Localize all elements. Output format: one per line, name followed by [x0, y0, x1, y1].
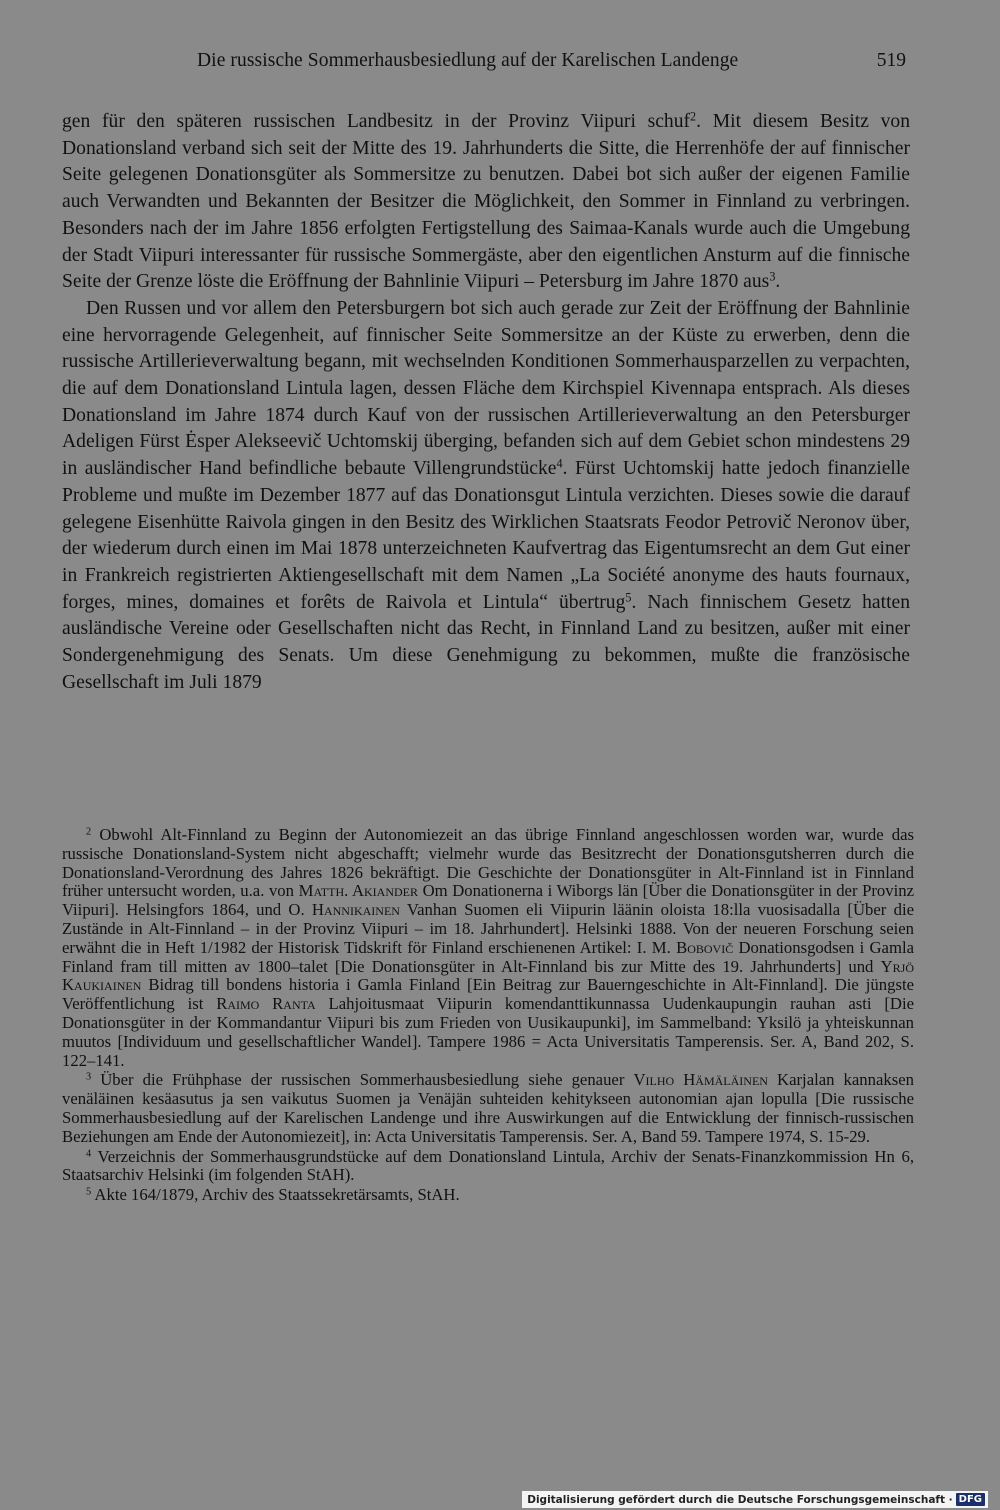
credit-text: Digitalisierung gefördert durch die Deutsche Forschungsgemeinschaft ·	[527, 1493, 953, 1506]
paragraph-1-text-cont: . Mit diesem Besitz von Donationsland verband sich seit der Mitte des 19. Jahrhunderts die Sitte, die Herrenhöfe der auf finnischer Seite gelegenen Donationsgüter als Sommersitze zu benutzen. Dabei bot sich außer der eigenen Familie auch Verwandten und Bekannten der Besitzer die Möglichkeit, den Sommer in Finnland zu verbringen. Besonders nach der im Jahre 1856 erfolgten Fertigstellung des Saimaa-Kanals wurde auch die Umgebung der Stadt Viipuri interessanter für russische Sommergäste, aber den eigentlichen Ansturm auf die finnische Seite der Grenze löste die Eröffnung der Bahnlinie Viipuri – Petersburg im Jahre 1870 aus	[62, 111, 911, 293]
footnote-marker: 5	[86, 1186, 92, 1198]
author-name: Bobovič	[676, 937, 734, 957]
digitization-credit	[522, 1491, 988, 1508]
footnote-text: Akte 164/1879, Archiv des Staatssekretärsamts, StAH.	[91, 1185, 460, 1205]
footnote-ref-2: 2	[690, 109, 697, 124]
dfg-logo: DFG	[956, 1493, 985, 1506]
running-header	[62, 50, 908, 80]
footnote-text: Obwohl Alt-Finnland zu Beginn der Autonomiezeit an das übrige Finnland angeschlossen worden war, wurde das russische Donationsland-System nicht abgeschafft; vielmehr wurde das Besitzrecht der Donationsgutsherren durch die Donationsland-Verordnung des Jahres 1826 bekräftigt. Die Geschichte der Donationsgüter in Alt-Finnland ist in Finnland früher untersucht worden, u.a. von	[62, 825, 914, 901]
author-name: Raimo Ranta	[216, 994, 316, 1014]
author-name: Matth. Akiander	[298, 881, 418, 901]
footnote-text: Lahjoitusmaat Viipurin komendanttikunnassa Uudenkaupungin rauhan asti [Die Donationsgüter in der Kommandantur Viipuri bis zum Frieden von Uusikaupunki], im Sammelband: Yksilö ja yhteiskunnan muutos [Individuum und gesellschaftlicher Wandel]. Tampere 1986 = Acta Universitatis Tamperensis. Ser. A, Band 202, S. 122–141.	[62, 994, 914, 1070]
paragraph-2-text-cont: . Fürst Uchtomskij hatte jedoch finanzielle Probleme und mußte im Dezember 1877 auf das Donationsgut Lintula verzichten. Dieses sowie die darauf gelegene Eisenhütte Raivola gingen in den Besitz des Wirklichen Staatsrats Feodor Petrovič Neronov über, der wiederum durch einen im Mai 1878 unterzeichneten Kaufvertrag das Eigentumsrecht an dem Gut einer in Frankreich registrierten Aktiengesellschaft mit dem Namen „La Société anonyme des hauts fournaux, forges, mines, domaines et forêts de Raivola et Lintula“ übertrug	[62, 458, 910, 613]
footnote-3	[62, 1071, 914, 1146]
footnote-ref-3: 3	[769, 269, 776, 284]
footnote-ref-4: 4	[556, 456, 563, 471]
footnote-marker: 2	[86, 826, 92, 838]
paragraph-1	[62, 109, 910, 296]
footnote-marker: 3	[86, 1071, 92, 1083]
paragraph-2-end: . Nach finnischem Gesetz hatten ausländische Vereine oder Gesellschaften nicht das Recht, in Finnland Land zu besitzen, außer mit einer Sondergenehmigung des Senats. Um diese Genehmigung zu bekommen, mußte die französische Gesellschaft im Juli 1879	[62, 591, 911, 693]
footnote-4	[62, 1148, 914, 1186]
page-number: 519	[876, 50, 906, 71]
paragraph-2-text: Den Russen und vor allem den Petersburgern bot sich auch gerade zur Zeit der Eröffnung der Bahnlinie eine hervorragende Gelegenheit, auf finnischer Seite Sommersitze an der Küste zu erwerben, denn die russische Artillerieverwaltung begann, mit wechselnden Konditionen Sommerhausparzellen zu verpachten, die auf dem Donationsland Lintula lagen, dessen Fläche dem Kirchspiel Kivennapa entsprach. Als dieses Donationsland im Jahre 1874 durch Kauf von der russischen Artillerieverwaltung an den Petersburger Adeligen Fürst Ėsper Alekseevič Uchtomskij überging, befanden sich auf dem Gebiet schon mindestens 29 in ausländischer Hand befindliche bebaute Villengrundstücke	[62, 297, 910, 480]
footnote-5	[62, 1186, 914, 1205]
footnote-text: Verzeichnis der Sommerhausgrundstücke auf dem Donationsland Lintula, Archiv der Senats-Finanzkommission Hn 6, Staatsarchiv Helsinki (im folgenden StAH).	[62, 1146, 914, 1185]
paragraph-1-text: gen für den späteren russischen Landbesitz in der Provinz Viipuri schuf	[62, 111, 691, 132]
footnote-text: Om Donationerna i Wiborgs län [Über die Donationsgüter in der Provinz Viipuri]. Helsingfors 1864, und O.	[62, 881, 915, 920]
paragraph-2	[62, 296, 910, 697]
footnote-ref-5: 5	[625, 589, 632, 604]
author-name: Vilho Hämäläinen	[633, 1070, 768, 1090]
footnote-text: Vanhan Suomen eli Viipurin läänin oloista 18:lla vuosisadalla [Über die Zustände in Alt-Finnland – in der Provinz Viipuri – im 18. Jahrhundert]. Helsinki 1888. Von der neueren Forschung seien erwähnt die in Heft 1/1982 der Historisk Tidskrift för Finland erschienenen Artikel: I. M.	[62, 900, 914, 957]
footnote-text: Über die Frühphase der russischen Sommerhausbesiedlung siehe genauer	[91, 1070, 634, 1090]
footnote-marker: 4	[86, 1147, 92, 1159]
footnote-text: Bidrag till bondens historia i Gamla Finland [Ein Beitrag zur Bauerngeschichte in Alt-Finnland]. Die jüngste Veröffentlichung ist	[62, 975, 914, 1014]
author-name: Yrjö Kaukiainen	[62, 956, 914, 995]
paragraph-1-end: .	[775, 271, 781, 293]
main-text	[62, 109, 910, 696]
author-name: Hannikainen	[311, 900, 400, 920]
footnotes	[62, 826, 914, 1206]
footnote-text: Donationsgodsen i Gamla Finland fram till mitten av 1800–talet [Die Donationsgüter in Alt-Finnland bis zur Mitte des 19. Jahrhunderts] und	[62, 937, 914, 976]
footnote-text: Karjalan kannaksen venäläinen kesäasutus ja sen vaikutus Suomen ja Venäjän suhteiden kehitykseen autonomian ajan lopulla [Die russische Sommerhausbesiedlung auf der Karelischen Landenge und ihre Auswirkungen auf die Entwicklung der finnisch-russischen Beziehungen am Ende der Autonomiezeit], in: Acta Universitatis Tamperensis. Ser. A, Band 59. Tampere 1974, S. 15-29.	[62, 1070, 914, 1146]
running-title: Die russische Sommerhausbesiedlung auf der Karelischen Landenge	[197, 50, 739, 71]
footnote-2	[62, 826, 914, 1070]
